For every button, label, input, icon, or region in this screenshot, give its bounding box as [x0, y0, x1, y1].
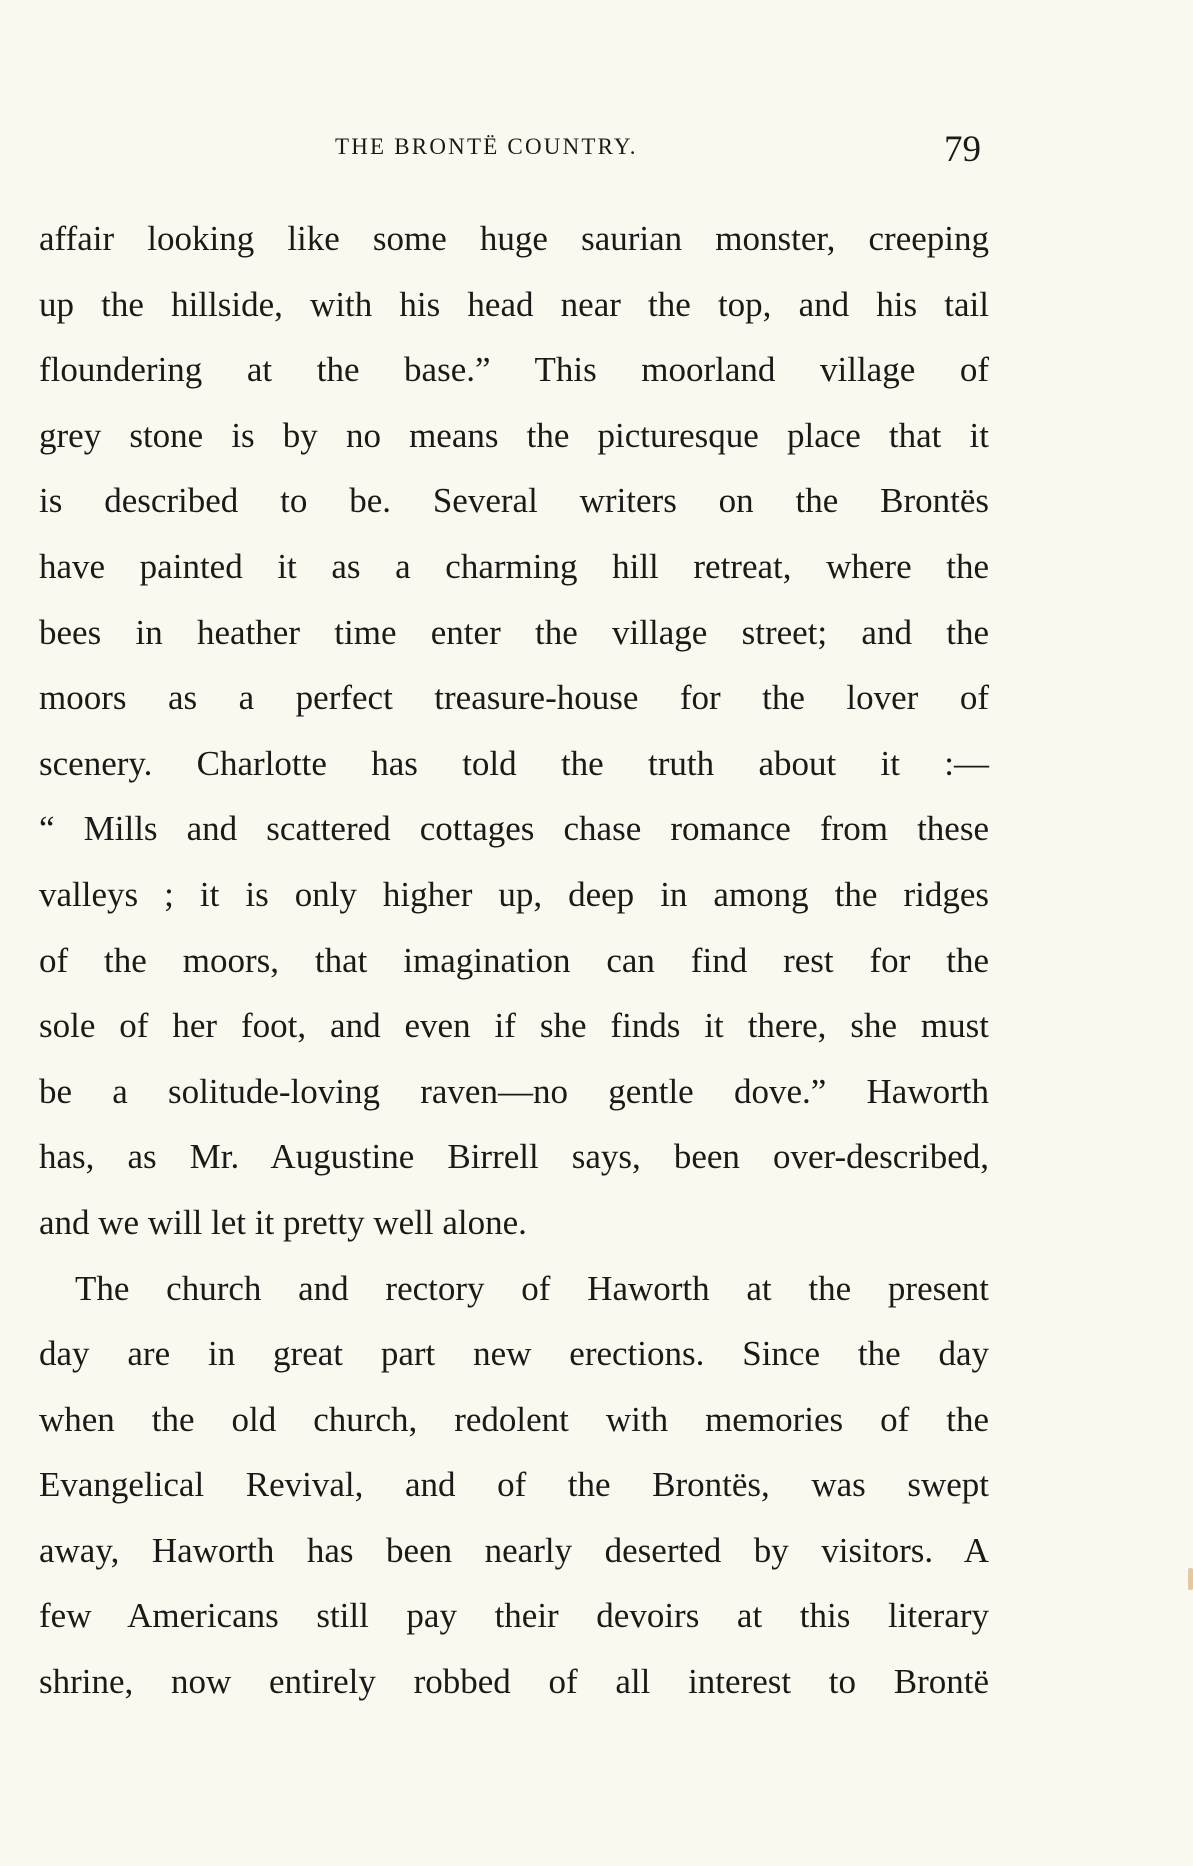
text-line: when the old church, redolent with memories of the	[39, 1399, 989, 1439]
text-line: up the hillside, with his head near the top, and his tail	[39, 284, 989, 324]
text-line: has, as Mr. Augustine Birrell says, been over-described,	[39, 1137, 989, 1177]
paper-speck	[1188, 1568, 1193, 1590]
text-line: and we will let it pretty well alone.	[39, 1202, 527, 1242]
body-text	[39, 206, 989, 1715]
page-number: 79	[944, 129, 981, 170]
text-line: sole of her foot, and even if she finds it there, she must	[39, 1006, 989, 1046]
text-line: grey stone is by no means the picturesque place that it	[39, 415, 989, 455]
text-line: “ Mills and scattered cottages chase romance from these	[39, 809, 989, 849]
paragraph-1	[39, 206, 989, 1256]
text-line: affair looking like some huge saurian monster, creeping	[39, 219, 989, 258]
text-line: bees in heather time enter the village street; and the	[39, 612, 989, 652]
text-line: few Americans still pay their devoirs at this literary	[39, 1596, 989, 1636]
text-line: be a solitude-loving raven—no gentle dove.” Haworth	[39, 1071, 989, 1111]
text-line: The church and rectory of Haworth at the present	[75, 1268, 989, 1308]
text-line: scenery. Charlotte has told the truth about it :—	[39, 743, 989, 783]
text-line: day are in great part new erections. Since the day	[39, 1334, 989, 1374]
text-line: floundering at the base.” This moorland village of	[39, 350, 989, 390]
text-line: valleys ; it is only higher up, deep in among the ridges	[39, 874, 989, 914]
text-line: Evangelical Revival, and of the Brontës, was swept	[39, 1465, 989, 1505]
text-line: away, Haworth has been nearly deserted by visitors. A	[39, 1530, 989, 1570]
text-line: is described to be. Several writers on the Brontës	[39, 481, 989, 521]
paragraph-2	[39, 1256, 989, 1715]
text-line: shrine, now entirely robbed of all interest to Brontë	[39, 1662, 989, 1702]
text-line: have painted it as a charming hill retreat, where the	[39, 546, 989, 586]
text-line: moors as a perfect treasure-house for the lover of	[39, 678, 989, 718]
text-line: of the moors, that imagination can find rest for the	[39, 940, 989, 980]
running-head: THE BRONTË COUNTRY.	[335, 134, 638, 159]
